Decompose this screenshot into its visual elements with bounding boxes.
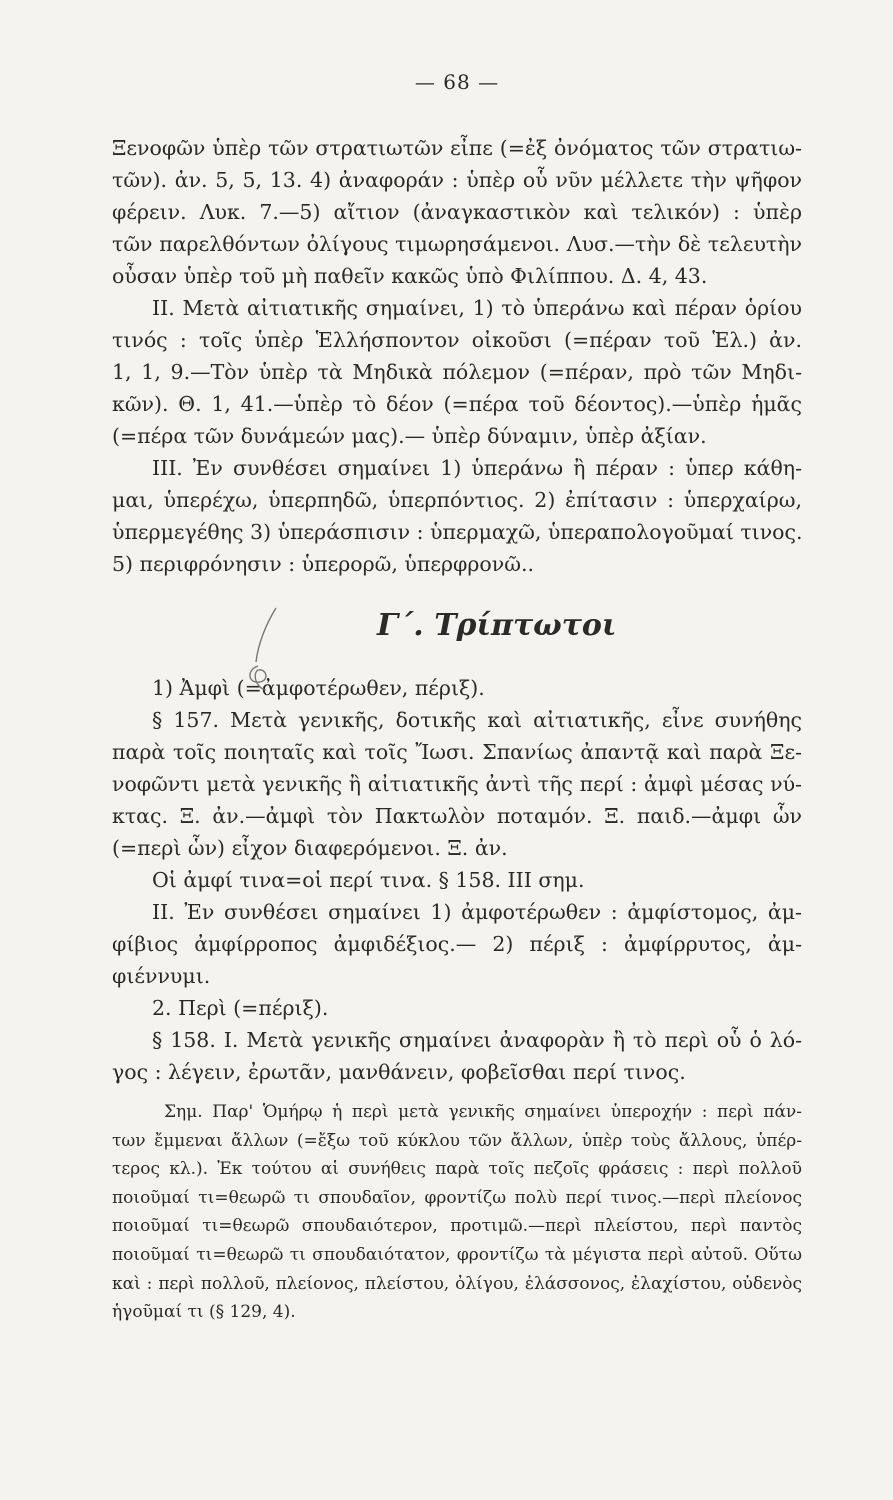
text-line: μαι, ὑπερέχω, ὑπερπηδῶ, ὑπερπόντιος. 2) ἐπίτασιν : ὑπερχαίρω, bbox=[112, 488, 802, 512]
text-line: § 157. Μετὰ γενικῆς, δοτικῆς καὶ αἰτιατικῆς, εἶνε συνήθης bbox=[152, 708, 802, 732]
note-line: των ἔμμεναι ἄλλων (=ἔξω τοῦ κύκλου τῶν ἄλλων, ὑπὲρ τοὺς ἄλλους, ὑπέρ- bbox=[112, 1130, 802, 1151]
text-line: Ξενοφῶν ὑπὲρ τῶν στρατιωτῶν εἶπε (=ἐξ ὀνόματος τῶν στρατιω- bbox=[112, 136, 802, 160]
section-hyper bbox=[112, 132, 802, 580]
note-line: ἡγοῦμαί τι (§ 129, 4). bbox=[112, 1302, 296, 1323]
ink-mark-icon bbox=[236, 604, 296, 694]
text-line: κτας. Ξ. ἀν.—ἀμφὶ τὸν Πακτωλὸν ποταμόν. Ξ. παιδ.—ἀμφι ὧν bbox=[112, 804, 802, 828]
text-line: (=πέρα τῶν δυνάμεών μας).— ὑπὲρ δύναμιν, ὑπὲρ ἀξίαν. bbox=[112, 424, 707, 448]
note-line: τερος κλ.). Ἐκ τούτου αἱ συνήθεις παρὰ τοῖς πεζοῖς φράσεις : περὶ πολλοῦ bbox=[112, 1159, 802, 1180]
text-line: 1) Ἀμφὶ (=ἀμφοτέρωθεν, πέριξ). bbox=[152, 676, 485, 700]
text-line: § 158. I. Μετὰ γενικῆς σημαίνει ἀναφορὰν ἢ τὸ περὶ οὗ ὁ λό- bbox=[152, 1028, 802, 1052]
text-line: Οἱ ἀμφί τινα=οἱ περί τινα. § 158. III σημ. bbox=[152, 868, 585, 892]
text-line: 1, 1, 9.—Τὸν ὑπὲρ τὰ Μηδικὰ πόλεμον (=πέραν, πρὸ τῶν Μηδι- bbox=[112, 360, 802, 384]
note-line: Σημ. Παρ' Ὁμήρῳ ἡ περὶ μετὰ γενικῆς σημαίνει ὑπεροχήν : περὶ πάν- bbox=[164, 1102, 802, 1122]
text-line: ὑπερμεγέθης 3) ὑπεράσπισιν : ὑπερμαχῶ, ὑπεραπολογοῦμαί τινος. bbox=[112, 520, 802, 544]
page-number: — 68 — bbox=[414, 70, 500, 94]
book-page bbox=[112, 70, 802, 1327]
text-line: 2. Περὶ (=πέριξ). bbox=[152, 996, 329, 1020]
note-line: καὶ : περὶ πολλοῦ, πλείονος, πλείστου, ὀλίγου, ἐλάσσονος, ἐλαχίστου, οὐδενὸς bbox=[112, 1273, 802, 1294]
text-line: τῶν). ἀν. 5, 5, 13. 4) ἀναφοράν : ὑπὲρ οὗ νῦν μέλλετε τὴν ψῆφον bbox=[112, 168, 802, 192]
text-line: γος : λέγειν, ἐρωτᾶν, μανθάνειν, φοβεῖσθαι περί τινος. bbox=[112, 1060, 686, 1084]
text-line: φιέννυμι. bbox=[112, 964, 211, 988]
note-line: ποιοῦμαί τι=θεωρῶ τι σπουδαιότατον, φροντίζω τὰ μέγιστα περὶ αὐτοῦ. Οὕτω bbox=[112, 1244, 802, 1265]
section-amphi-peri bbox=[112, 672, 802, 1088]
text-line: κῶν). Θ. 1, 41.—ὑπὲρ τὸ δέον (=πέρα τοῦ δέοντος).—ὑπὲρ ἡμᾶς bbox=[112, 392, 802, 416]
footnote bbox=[112, 1098, 802, 1327]
text-line: 5) περιφρόνησιν : ὑπερορῶ, ὑπερφρονῶ.. bbox=[112, 552, 534, 576]
note-line: ποιοῦμαί τι=θεωρῶ τι σπουδαῖον, φροντίζω πολὺ περί τινος.—περὶ πλείονος bbox=[112, 1187, 802, 1208]
text-line: II. Ἐν συνθέσει σημαίνει 1) ἀμφοτέρωθεν : ἀμφίστομος, ἀμ- bbox=[152, 900, 802, 924]
text-line: νοφῶντι μετὰ γενικῆς ἢ αἰτιατικῆς ἀντὶ τῆς περί : ἀμφὶ μέσας νύ- bbox=[112, 772, 802, 796]
text-line: τῶν παρελθόντων ὀλίγους τιμωρησάμενοι. Λυσ.—τὴν δὲ τελευτὴν bbox=[112, 232, 802, 256]
text-line: οὖσαν ὑπὲρ τοῦ μὴ παθεῖν κακῶς ὑπὸ Φιλίππου. Δ. 4, 43. bbox=[112, 264, 708, 288]
text-line: φέρειν. Λυκ. 7.—5) αἴτιον (ἀναγκαστικὸν καὶ τελικόν) : ὑπὲρ bbox=[112, 200, 802, 224]
section-heading: Γ΄. Τρίπτωτοι bbox=[377, 608, 617, 643]
text-line: παρὰ τοῖς ποιηταῖς καὶ τοῖς Ἴωσι. Σπανίως ἀπαντᾷ καὶ παρὰ Ξε- bbox=[112, 740, 802, 764]
text-line: (=περὶ ὧν) εἶχον διαφερόμενοι. Ξ. ἀν. bbox=[112, 836, 508, 860]
text-line: φίβιος ἀμφίρροπος ἀμφιδέξιος.— 2) πέριξ : ἀμφίρρυτος, ἀμ- bbox=[112, 932, 802, 956]
text-line: II. Μετὰ αἰτιατικῆς σημαίνει, 1) τὸ ὑπεράνω καὶ πέραν ὁρίου bbox=[152, 296, 802, 320]
text-line: τινός : τοῖς ὑπὲρ Ἑλλήσποντον οἰκοῦσι (=πέραν τοῦ Ἑλ.) ἀν. bbox=[112, 328, 802, 352]
text-line: III. Ἐν συνθέσει σημαίνει 1) ὑπεράνω ἢ πέραν : ὑπερ κάθη- bbox=[152, 456, 802, 480]
note-line: ποιοῦμαί τι=θεωρῶ σπουδαιότερον, προτιμῶ.—περὶ πλείστου, περὶ παντὸς bbox=[112, 1216, 802, 1237]
